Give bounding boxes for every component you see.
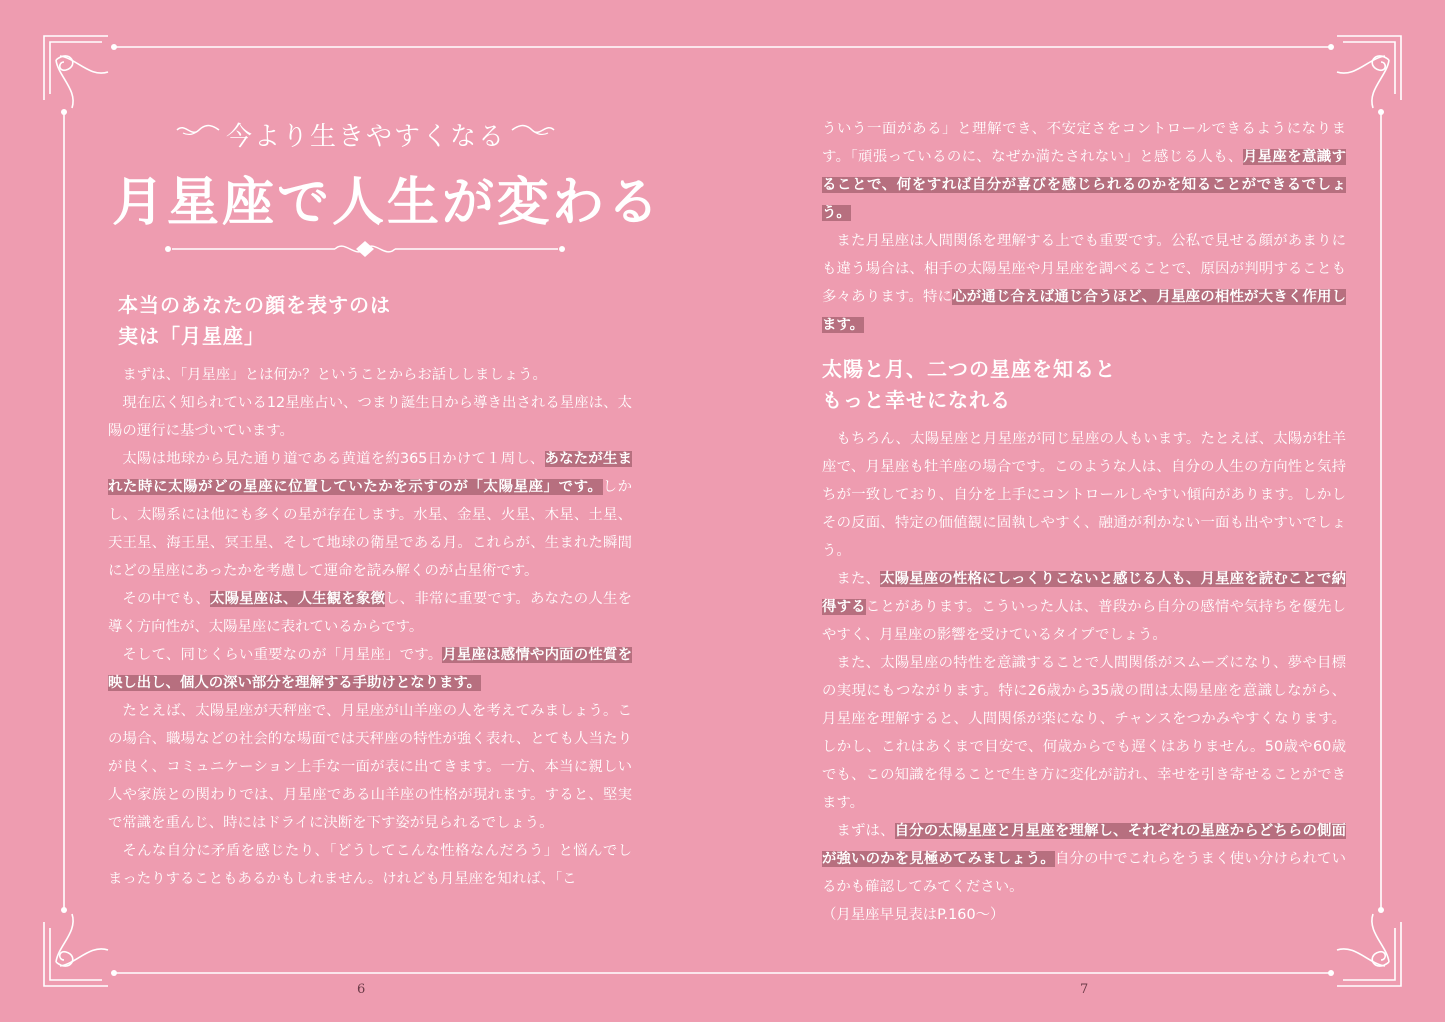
right-body-text-top [822, 115, 1346, 339]
highlighted-text: 月星座を意識することで、何をすれば自分が喜びを感じられるのかを知ることができるでしょう。 [822, 149, 1346, 221]
section-heading-2-line2: もっと幸せになれる [822, 388, 1011, 412]
text-segment: もちろん、太陽星座と月星座が同じ星座の人もいます。たとえば、太陽が牡羊座で、月星座も牡羊座の場合です。このような人は、自分の人生の方向性と気持ちが一致しており、自分を上手にコントロールしやすい傾向があります。しかしその反面、特定の価値観に固執しやすく、融通が利かない一面も出やすいでしょう。 [822, 431, 1346, 559]
page-number-left: 6 [357, 982, 366, 997]
text-segment: 現在広く知られている12星座占い、つまり誕生日から導き出される星座は、太陽の運行に基づいています。 [108, 395, 632, 439]
page-title: 月星座で人生が変わる [112, 172, 663, 233]
left-body-text [108, 361, 632, 893]
paragraph [822, 817, 1346, 901]
text-segment: 太陽は地球から見た通り道である黄道を約365日かけて１周し、 [122, 451, 545, 467]
flourish-left-icon [175, 122, 221, 138]
section-heading-1-line1: 本当のあなたの顔を表すのは [118, 293, 391, 317]
right-page [722, 0, 1445, 1022]
highlighted-text: 太陽星座の性格にしっくりこないと感じる人も、月星座を読むことで納得する [822, 571, 1346, 615]
text-segment: まずは、「月星座」とは何か？ということからお話ししましょう。 [122, 367, 547, 383]
paragraph [108, 585, 632, 641]
paragraph [108, 445, 632, 585]
flourish-right-icon [510, 122, 556, 138]
text-segment: しかし、太陽系には他にも多くの星が存在します。水星、金星、火星、木星、土星、天王星、海王星、冥王星、そして地球の衛星である月。これらが、生まれた瞬間にどの星座にあったかを考慮して運命を読み解くのが占星術です。 [108, 479, 632, 579]
paragraph [822, 649, 1346, 817]
title-divider-ornament [160, 237, 570, 261]
text-segment: し、非常に重要です。あなたの人生を導く方向性が、太陽星座に表れているからです。 [108, 591, 632, 635]
text-segment: ことがあります。こういった人は、普段から自分の感情や気持ちを優先しやすく、月星座の影響を受けているタイプでしょう。 [822, 599, 1346, 643]
paragraph [108, 641, 632, 697]
paragraph [108, 361, 632, 389]
text-segment: そんな自分に矛盾を感じたり、「どうしてこんな性格なんだろう」と悩んでしまったりすることもあるかもしれません。けれども月星座を知れば、「こ [108, 843, 632, 887]
paragraph [822, 227, 1346, 339]
highlighted-text: あなたが生まれた時に太陽がどの星座に位置していたかを示すのが「太陽星座」です。 [108, 451, 632, 495]
page-number-right: 7 [1080, 982, 1089, 997]
paragraph [822, 565, 1346, 649]
section-heading-1-line2: 実は「月星座」 [118, 324, 265, 348]
left-page [0, 0, 722, 1022]
text-segment: まずは、 [836, 823, 895, 839]
paragraph [822, 425, 1346, 565]
paragraph [108, 837, 632, 893]
text-segment: また、 [836, 571, 881, 587]
section-heading-2-line1: 太陽と月、二つの星座を知ると [822, 357, 1116, 381]
text-segment: また月星座は人間関係を理解する上でも重要です。公私で見せる顔があまりにも違う場合は、相手の太陽星座や月星座を調べることで、原因が判明することも多々あります。特に [822, 233, 1346, 305]
text-segment: その中でも、 [122, 591, 210, 607]
text-segment: 自分の中でこれらをうまく使い分けられているかも確認してみてください。 [822, 851, 1346, 895]
paragraph [108, 389, 632, 445]
text-segment: また、太陽星座の特性を意識することで人間関係がスムーズになり、夢や目標の実現にもつながります。特に26歳から35歳の間は太陽星座を意識しながら、月星座を理解すると、人間関係が楽になり、チャンスをつかみやすくなります。しかし、これはあくまで目安で、何歳からでも遅くはありません。50歳や60歳でも、この知識を得ることで生き方に変化が訪れ、幸せを引き寄せることができます。 [822, 655, 1346, 811]
subtitle: 今より生きやすくなる [226, 122, 507, 152]
paragraph [822, 115, 1346, 227]
paragraph [822, 901, 1346, 929]
section-heading-1 [118, 290, 391, 352]
text-segment: ういう一面がある」と理解でき、不安定さをコントロールできるようになります。「頑張っているのに、なぜか満たされない」と感じる人も、 [822, 121, 1346, 165]
text-segment: そして、同じくらい重要なのが「月星座」です。 [122, 647, 443, 663]
text-segment: （月星座早見表はP.160～） [822, 907, 1005, 923]
highlighted-text: 自分の太陽星座と月星座を理解し、それぞれの星座からどちらの側面が強いのかを見極めてみましょう。 [822, 823, 1346, 867]
highlighted-text: 太陽星座は、人生観を象徴 [209, 591, 386, 607]
highlighted-text: 心が通じ合えば通じ合うほど、月星座の相性が大きく作用します。 [822, 289, 1346, 333]
section-heading-2 [822, 354, 1116, 416]
paragraph [108, 697, 632, 837]
highlighted-text: 月星座は感情や内面の性質を映し出し、個人の深い部分を理解する手助けとなります。 [108, 647, 632, 691]
text-segment: たとえば、太陽星座が天秤座で、月星座が山羊座の人を考えてみましょう。この場合、職場などの社会的な場面では天秤座の特性が強く表れ、とても人当たりが良く、コミュニケーション上手な一面が表に出てきます。一方、本当に親しい人や家族との関わりでは、月星座である山羊座の性格が現れます。すると、堅実で常識を重んじ、時にはドライに決断を下す姿が見られるでしょう。 [108, 703, 632, 831]
right-body-text-bottom [822, 425, 1346, 929]
